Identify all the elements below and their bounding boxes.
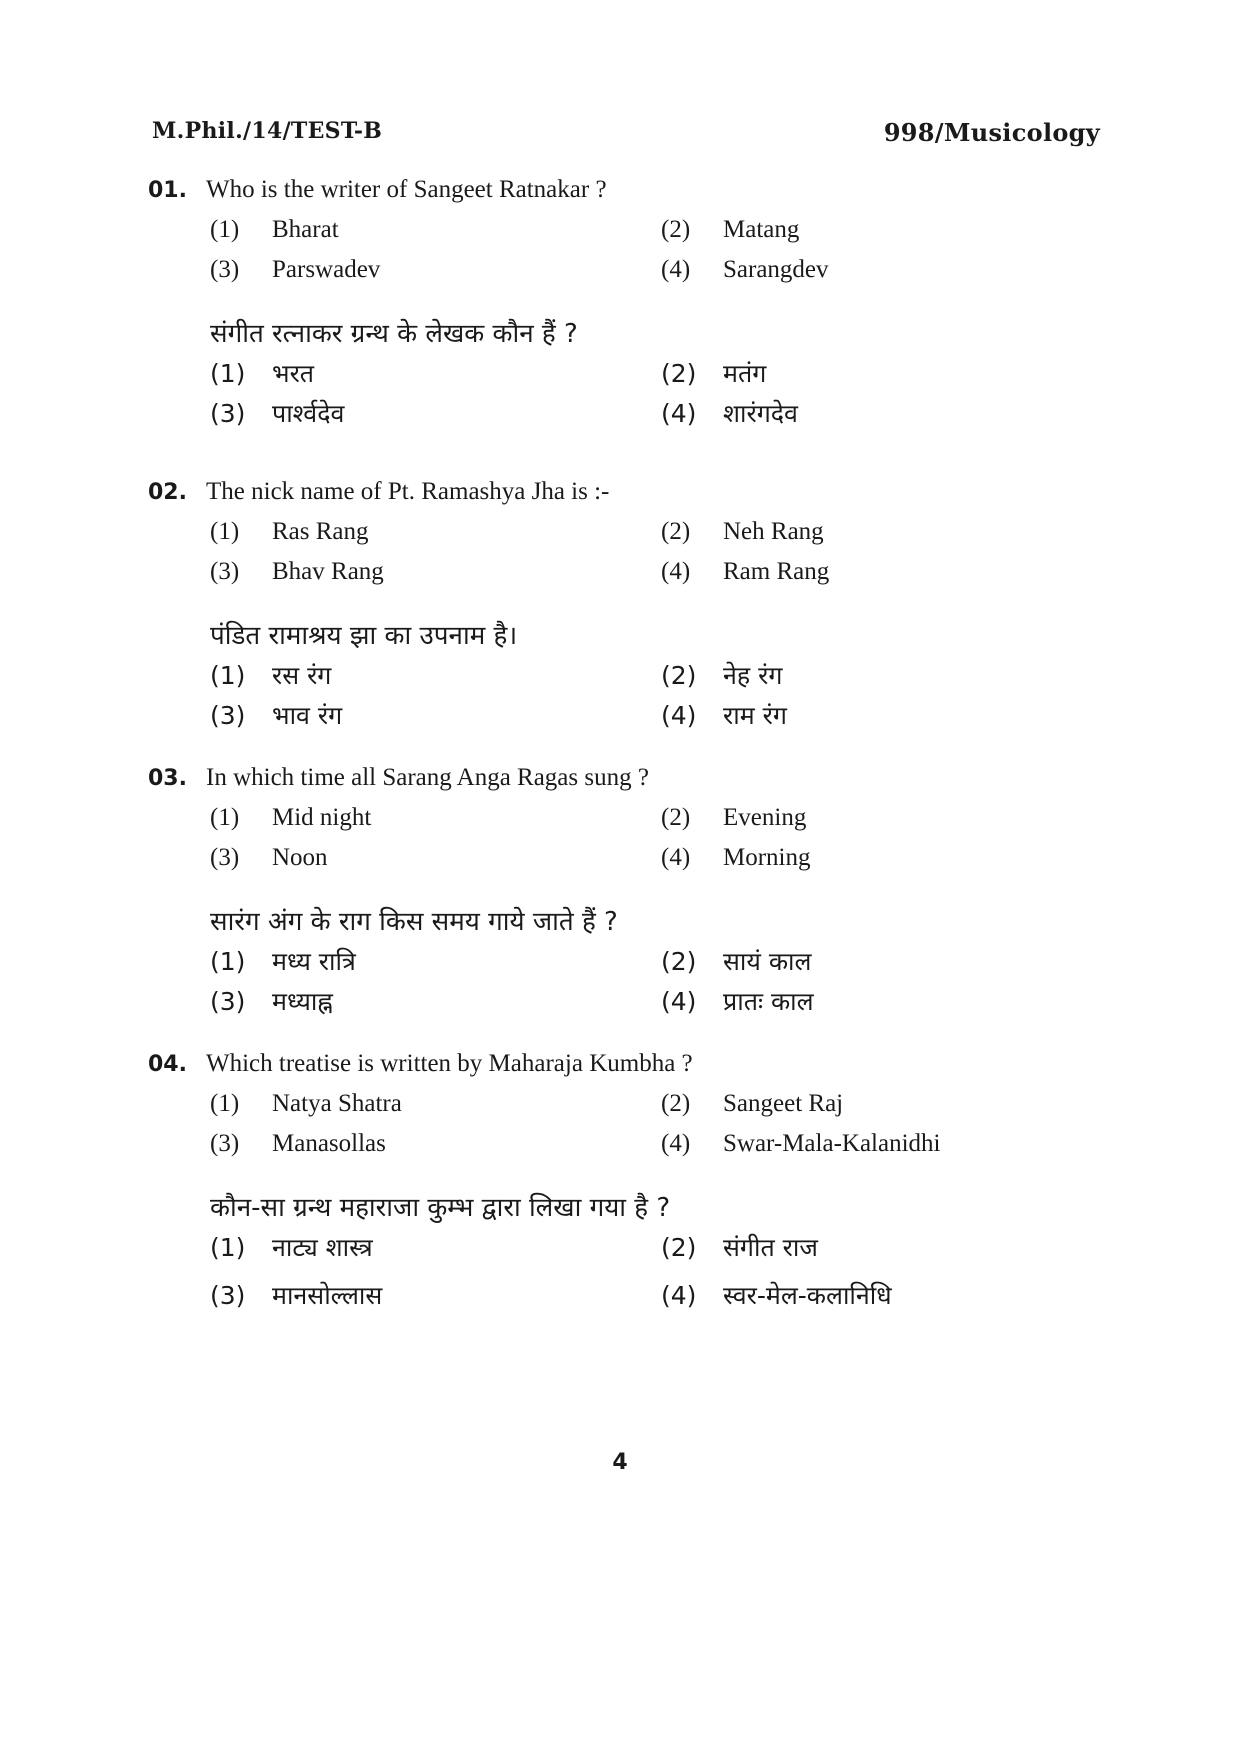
option: (2) नेह रंग xyxy=(661,661,783,690)
question-number: 01. xyxy=(148,178,187,203)
option: (4) स्वर-मेल-कलानिधि xyxy=(661,1281,892,1310)
option: (1) Mid night xyxy=(210,804,372,831)
english-options xyxy=(210,1090,1048,1170)
option: (2) Neh Rang xyxy=(661,518,824,545)
hindi-question-text: सारंग अंग के राग किस समय गाये जाते हैं ? xyxy=(210,907,618,937)
option: (3) भाव रंग xyxy=(210,701,343,730)
option: (1) मध्य रात्रि xyxy=(210,947,356,976)
option: (3) Bhav Rang xyxy=(210,558,384,585)
option: (1) Bharat xyxy=(210,216,339,243)
option: (3) Manasollas xyxy=(210,1130,386,1157)
option: (2) Evening xyxy=(661,804,807,831)
hindi-options xyxy=(210,944,1048,1024)
question-block xyxy=(148,764,1048,1024)
option: (3) पार्श्वदेव xyxy=(210,399,345,428)
hindi-options xyxy=(210,658,1048,738)
option: (3) Noon xyxy=(210,844,328,871)
option: (2) सायं काल xyxy=(661,947,812,976)
option: (1) Ras Rang xyxy=(210,518,369,545)
option: (4) प्रातः काल xyxy=(661,987,814,1016)
option: (2) मतंग xyxy=(661,359,767,388)
hindi-options xyxy=(210,356,1048,436)
option: (4) Swar-Mala-Kalanidhi xyxy=(661,1130,941,1157)
option: (1) Natya Shatra xyxy=(210,1090,402,1117)
question-text: Which treatise is written by Maharaja Kumbha ? xyxy=(206,1050,693,1077)
question-block xyxy=(148,1050,1048,1326)
option: (1) रस रंग xyxy=(210,661,332,690)
option: (4) Ram Rang xyxy=(661,558,830,585)
option: (3) मानसोल्लास xyxy=(210,1281,383,1310)
subject-code: 998/Musicology xyxy=(883,118,1100,147)
english-options xyxy=(210,518,1048,598)
paper-code: M.Phil./14/TEST-B xyxy=(152,118,383,144)
hindi-question-text: पंडित रामाश्रय झा का उपनाम है। xyxy=(210,621,518,651)
option: (3) Parswadev xyxy=(210,256,381,283)
option: (1) नाट्य शास्त्र xyxy=(210,1233,373,1262)
english-options xyxy=(210,216,1048,296)
question-text: Who is the writer of Sangeet Ratnakar ? xyxy=(206,176,607,203)
hindi-options xyxy=(210,1230,1048,1326)
question-number: 04. xyxy=(148,1052,187,1077)
question-text: In which time all Sarang Anga Ragas sung ? xyxy=(206,764,649,791)
option: (3) मध्याह्न xyxy=(210,987,333,1016)
question-number: 02. xyxy=(148,480,187,505)
english-options xyxy=(210,804,1048,884)
page-number: 4 xyxy=(612,1450,628,1475)
question-block xyxy=(148,478,1048,738)
option: (2) Sangeet Raj xyxy=(661,1090,844,1117)
question-text: The nick name of Pt. Ramashya Jha is :- xyxy=(206,478,610,505)
option: (4) शारंगदेव xyxy=(661,399,798,428)
question-number: 03. xyxy=(148,766,187,791)
hindi-question-text: कौन-सा ग्रन्थ महाराजा कुम्भ द्वारा लिखा गया है ? xyxy=(210,1193,671,1223)
option: (4) Morning xyxy=(661,844,811,871)
option: (2) संगीत राज xyxy=(661,1233,818,1262)
option: (4) Sarangdev xyxy=(661,256,829,283)
hindi-question-text: संगीत रत्नाकर ग्रन्थ के लेखक कौन हैं ? xyxy=(210,319,578,349)
option: (4) राम रंग xyxy=(661,701,787,730)
option: (2) Matang xyxy=(661,216,800,243)
option: (1) भरत xyxy=(210,359,315,388)
question-block xyxy=(148,176,1048,436)
